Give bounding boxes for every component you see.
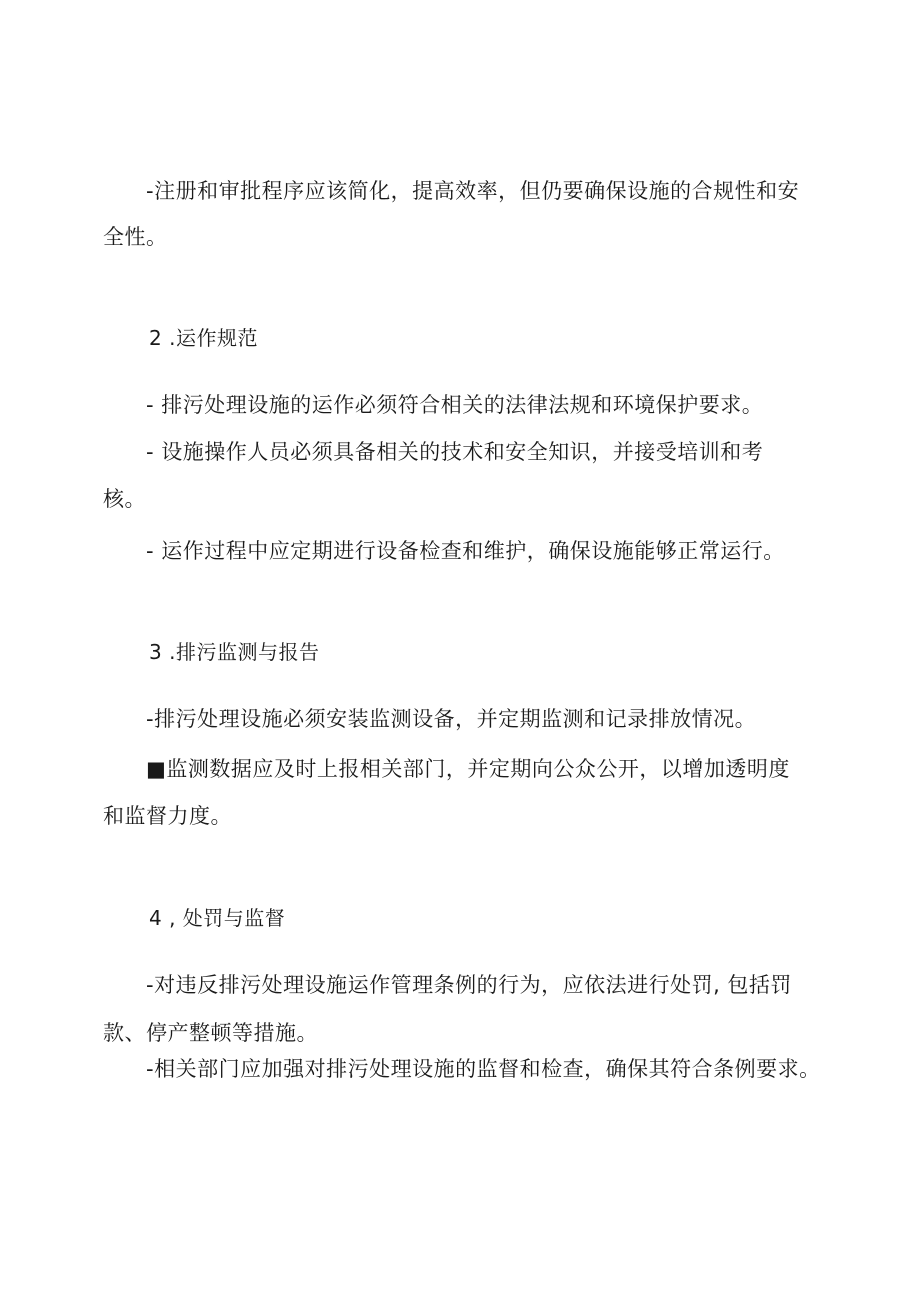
paragraph-line: -对违反排污处理设施运作管理条例的行为，应依法进行处罚, 包括罚: [146, 973, 792, 997]
paragraph-line: 全性。: [103, 225, 168, 249]
paragraph-line: - 设施操作人员必须具备相关的技术和安全知识，并接受培训和考: [146, 440, 764, 464]
paragraph-line: -排污处理设施必须安装监测设备，并定期监测和记录排放情况。: [146, 707, 757, 731]
paragraph-line: 和监督力度。: [103, 804, 232, 828]
paragraph-line: 款、停产整顿等措施。: [103, 1021, 318, 1045]
paragraph-line: ■监测数据应及时上报相关部门，并定期向公众公开，以增加透明度: [146, 757, 790, 781]
paragraph-line: -注册和审批程序应该简化，提高效率，但仍要确保设施的合规性和安: [146, 179, 800, 203]
section-heading: 4 , 处罚与监督: [149, 906, 286, 930]
paragraph-line: 核。: [103, 487, 146, 511]
paragraph-line: - 排污处理设施的运作必须符合相关的法律法规和环境保护要求。: [146, 393, 764, 417]
section-heading: 3 .排污监测与报告: [149, 640, 320, 664]
section-heading: 2 .运作规范: [149, 326, 258, 350]
paragraph-line: - 运作过程中应定期进行设备检查和维护，确保设施能够正常运行。: [146, 539, 785, 563]
paragraph-line: -相关部门应加强对排污处理设施的监督和检查，确保其符合条例要求。: [146, 1057, 821, 1081]
